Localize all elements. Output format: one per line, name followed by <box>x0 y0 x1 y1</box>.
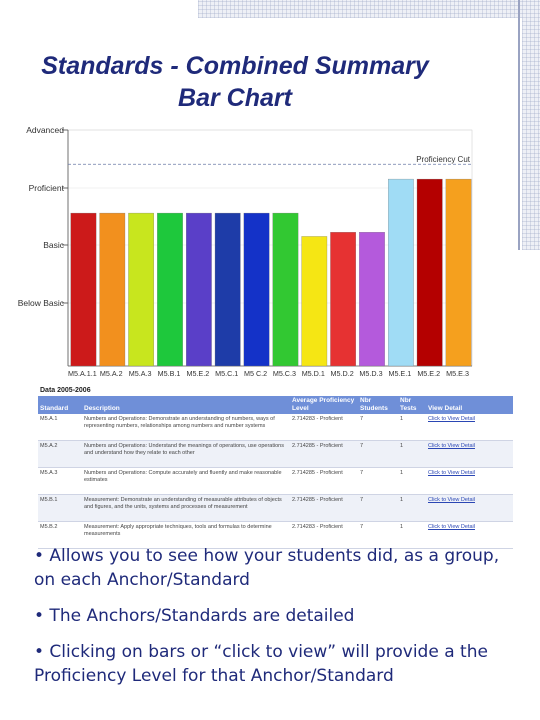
x-tick-label: M5.D.2 <box>330 369 354 378</box>
decorative-divider-line <box>518 0 520 250</box>
bullet-item: • Allows you to see how your students did, as a group, on each Anchor/Standard <box>34 546 500 590</box>
x-tick-label: M5.E.1 <box>388 369 412 378</box>
decorative-side-pattern <box>522 0 540 250</box>
cell-nbr-students: 7 <box>358 522 398 549</box>
cell-description: Numbers and Operations: Demonstrate an understanding of numbers, ways of representing numbers, relationships among numbers and number systems <box>82 414 290 441</box>
y-tick-label: Proficient <box>28 183 64 193</box>
cell-nbr-tests: 1 <box>398 495 426 522</box>
table-row <box>38 441 513 468</box>
cell-standard: M5.A.2 <box>38 441 82 468</box>
click-to-view-detail-link[interactable]: Click to View Detail <box>426 468 513 495</box>
header-description: Description <box>82 396 290 414</box>
bar-m5-d-1-1[interactable] <box>302 236 327 366</box>
cell-average-proficiency: 2.714285 - Proficient <box>290 441 358 468</box>
bullet-item: • The Anchors/Standards are detailed <box>34 606 355 626</box>
cell-description: Measurement: Apply appropriate techniques, tools and formulas to determine measurements <box>82 522 290 549</box>
bar-chart-svg <box>0 118 480 386</box>
x-tick-label: M5.E.3 <box>446 369 469 378</box>
bar-m5-a-2-1[interactable] <box>100 213 125 366</box>
x-tick-label: M5.B.1 <box>157 369 181 378</box>
bar-m5-d-2-1[interactable] <box>330 232 355 366</box>
y-tick-label: Basic <box>43 240 64 250</box>
bar-m5-e-1-1[interactable] <box>388 179 413 366</box>
click-to-view-detail-link[interactable]: Click to View Detail <box>426 495 513 522</box>
bar-m5-d-3-1[interactable] <box>359 232 384 366</box>
bullet-item: • Clicking on bars or “click to view” will provide a the Proficiency Level for that Anchor/Standard <box>34 642 488 686</box>
cell-standard: M5.B.1 <box>38 495 82 522</box>
slide-title <box>0 50 470 114</box>
cell-average-proficiency: 2.714285 - Proficient <box>290 495 358 522</box>
header-average-proficiency: Average Proficiency Level <box>290 396 358 414</box>
click-to-view-detail-link[interactable]: Click to View Detail <box>426 522 513 549</box>
bar-m5-c-1-1[interactable] <box>215 213 240 366</box>
cell-description: Numbers and Operations: Compute accurately and fluently and make reasonable estimates <box>82 468 290 495</box>
x-tick-label: M5.A.3 <box>128 369 152 378</box>
cell-description: Numbers and Operations: Understand the meanings of operations, use operations and understand how they relate to each other <box>82 441 290 468</box>
table-row <box>38 468 513 495</box>
standards-data-panel <box>38 386 513 549</box>
x-tick-label: M5.D.1 <box>301 369 325 378</box>
click-to-view-detail-link[interactable]: Click to View Detail <box>426 441 513 468</box>
x-tick-label: M5.E.2 <box>186 369 210 378</box>
bar-m5-b-2-1[interactable] <box>186 213 211 366</box>
cell-nbr-tests: 1 <box>398 522 426 549</box>
cell-average-proficiency: 2.714283 - Proficient <box>290 522 358 549</box>
header-nbr-students: Nbr Students <box>358 396 398 414</box>
bar-m5-a-1-1[interactable] <box>71 213 96 366</box>
x-tick-label: M5.C.1 <box>215 369 239 378</box>
cell-average-proficiency: 2.714283 - Proficient <box>290 414 358 441</box>
cell-standard: M5.B.2 <box>38 522 82 549</box>
x-tick-label: M5.C.3 <box>272 369 297 378</box>
cell-standard: M5.A.3 <box>38 468 82 495</box>
cell-nbr-students: 7 <box>358 468 398 495</box>
bullet-list <box>34 544 524 700</box>
cell-standard: M5.A.1 <box>38 414 82 441</box>
header-standard: Standard <box>38 396 82 414</box>
proficiency-cut-label: Proficiency Cut <box>416 155 470 165</box>
data-year-label: Data 2005-2006 <box>40 387 91 394</box>
decorative-header-pattern <box>198 0 540 18</box>
click-to-view-detail-link[interactable]: Click to View Detail <box>426 414 513 441</box>
proficiency-bar-chart <box>0 118 480 386</box>
y-tick-label: Advanced <box>26 125 64 135</box>
cell-nbr-tests: 1 <box>398 468 426 495</box>
bar-m5-c-2-1[interactable] <box>244 213 269 366</box>
bar-m5-e-3-1[interactable] <box>446 179 471 366</box>
header-nbr-tests: Nbr Tests <box>398 396 426 414</box>
y-tick-label: Below Basic <box>17 298 64 308</box>
cell-description: Measurement: Demonstrate an understanding of measurable attributes of objects and figures, and the units, systems and processes of measurement <box>82 495 290 522</box>
x-tick-label: M5.A.1.1 <box>68 369 97 378</box>
bar-m5-b-1-1[interactable] <box>157 213 182 366</box>
cell-nbr-tests: 1 <box>398 441 426 468</box>
table-header-row <box>38 396 513 414</box>
bar-m5-c-3-1[interactable] <box>273 213 298 366</box>
cell-nbr-students: 7 <box>358 441 398 468</box>
x-tick-label: M5.A.2 <box>99 369 123 378</box>
slide-title-line1: Standards - Combined Summary <box>41 52 429 80</box>
bar-m5-e-2-1[interactable] <box>417 179 442 366</box>
table-row <box>38 414 513 441</box>
cell-average-proficiency: 2.714285 - Proficient <box>290 468 358 495</box>
table-row <box>38 495 513 522</box>
x-tick-label: M5.D.3 <box>359 369 383 378</box>
cell-nbr-students: 7 <box>358 495 398 522</box>
cell-nbr-tests: 1 <box>398 414 426 441</box>
cell-nbr-students: 7 <box>358 414 398 441</box>
x-tick-label: M5.E.2 <box>417 369 441 378</box>
standards-table <box>38 396 513 549</box>
header-view-detail: View Detail <box>426 396 513 414</box>
bar-m5-a-3-1[interactable] <box>128 213 153 366</box>
x-tick-label: M5 C.2 <box>243 369 268 378</box>
slide-title-line2: Bar Chart <box>178 84 292 112</box>
